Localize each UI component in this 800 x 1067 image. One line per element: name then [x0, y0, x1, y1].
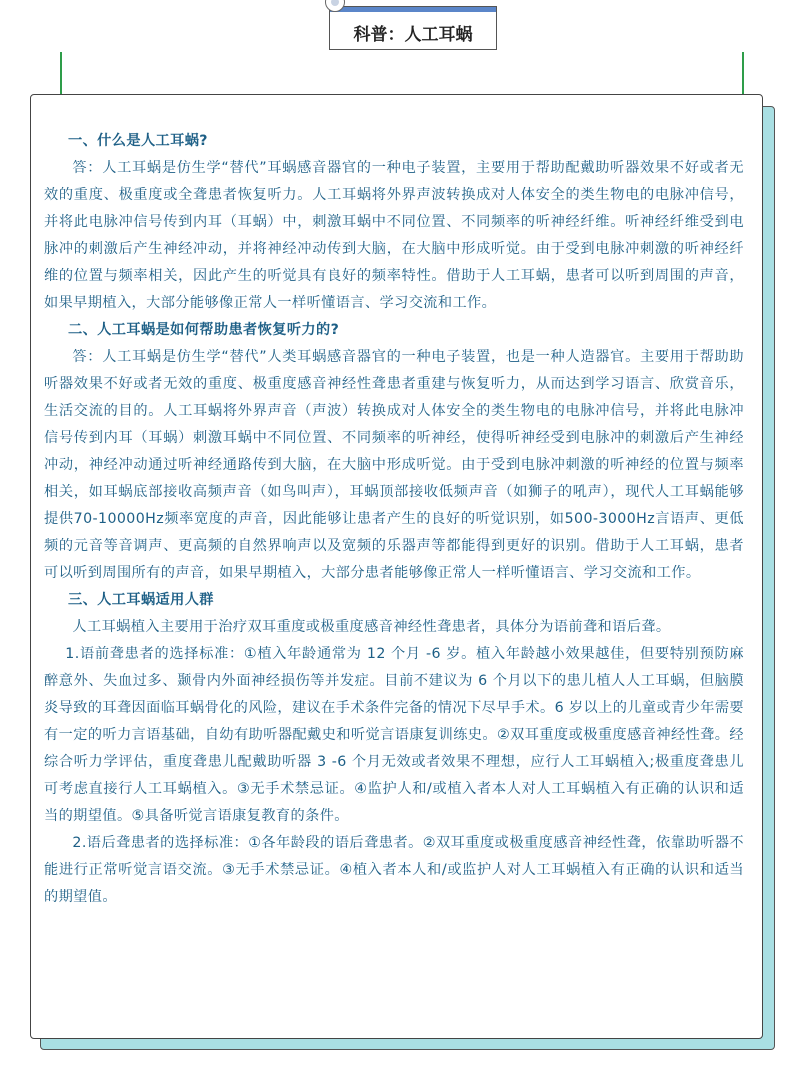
section-paragraph: 人工耳蜗植入主要用于治疗双耳重度或极重度感音神经性聋患者，具体分为语前聋和语后聋。: [72, 619, 671, 635]
section-paragraph: 答：人工耳蜗是仿生学“替代”人类耳蜗感音器官的一种电子装置，也是一种人造器官。主要用于帮助助听器效果不好或者无效的重度、极重度感音神经性聋患者重建与恢复听力，从而达到学习语言、欣赏音乐，生活交流的目的。人工耳蜗将外界声音（声波）转换成对人体安全的类生物电的电脉冲信号，并将此电脉冲信号传到内耳（耳蜗）刺激耳蜗中不同位置、不同频率的听神经，使得听神经受到电脉冲的刺激后产生神经冲动，神经冲动通过听神经通路传到大脑，在大脑中形成听觉。由于受到电脉冲刺激的听神经的位置与频率相关，如耳蜗底部接收高频声音（如鸟叫声），耳蜗顶部接收低频声音（如狮子的吼声），现代人工耳蜗能够提供70-10000Hz频率宽度的声音，因此能够让患者产生的良好的听觉识别，如500-3000Hz言语声、更低频的元音等音调声、更高频的自然界响声以及宽频的乐器声等都能得到更好的识别。借助于人工耳蜗，患者可以听到周围所有的声音，如果早期植入，大部分患者能够像正常人一样听懂语言、学习交流和工作。: [44, 349, 744, 581]
title-box: [329, 6, 497, 50]
article-body: [44, 128, 744, 911]
section-paragraph: 答：人工耳蜗是仿生学“替代”耳蜗感音器官的一种电子装置，主要用于帮助配戴助听器效果不好或者无效的重度、极重度或全聋患者恢复听力。人工耳蜗将外界声波转换成对人体安全的类生物电的电脉冲信号，并将此电脉冲信号传到内耳（耳蜗）中，刺激耳蜗中不同位置、不同频率的听神经纤维。听神经纤维受到电脉冲的刺激后产生神经冲动，并将神经冲动传到大脑，在大脑中形成听觉。由于受到电脉冲刺激的听神经纤维的位置与频率相关，因此产生的听觉具有良好的频率特性。借助于人工耳蜗，患者可以听到周围的声音，如果早期植入，大部分能够像正常人一样听懂语言、学习交流和工作。: [44, 160, 744, 311]
title-accent-bar: [330, 7, 496, 12]
section-paragraph: 1.语前聋患者的选择标准：①植入年龄通常为 12 个月 -6 岁。植入年龄越小效果越佳，但要特别预防麻醉意外、失血过多、颞骨内外面神经损伤等并发症。目前不建议为 6 个月以下的患儿植人人工耳蜗，但脑膜炎导致的耳聋因面临耳蜗骨化的风险，建议在手术条件完备的情况下尽早手术。6 岁以上的儿童或青少年需要有一定的听力言语基础，自幼有助听器配戴史和听觉言语康复训练史。②双耳重度或极重度感音神经性聋。经综合听力学评估，重度聋患儿配戴助听器 3 -6 个月无效或者效果不理想，应行人工耳蜗植入;极重度聋患儿可考虑直接行人工耳蜗植入。③无手术禁忌证。④监护人和/或植入者本人对人工耳蜗植入有正确的认识和适当的期望值。⑤具备听觉言语康复教育的条件。: [44, 646, 744, 824]
section-heading-1: 一、什么是人工耳蜗?: [68, 133, 208, 149]
section-heading-3: 三、人工耳蜗适用人群: [68, 592, 214, 608]
page-title: 科普：人工耳蜗: [353, 25, 473, 45]
section-paragraph: 2.语后聋患者的选择标准：①各年龄段的语后聋患者。②双耳重度或极重度感音神经性聋，依靠助听器不能进行正常听觉言语交流。③无手术禁忌证。④植入者本人和/或监护人对人工耳蜗植入有正确的认识和适当的期望值。: [44, 835, 744, 905]
section-heading-2: 二、人工耳蜗是如何帮助患者恢复听力的?: [68, 322, 340, 338]
